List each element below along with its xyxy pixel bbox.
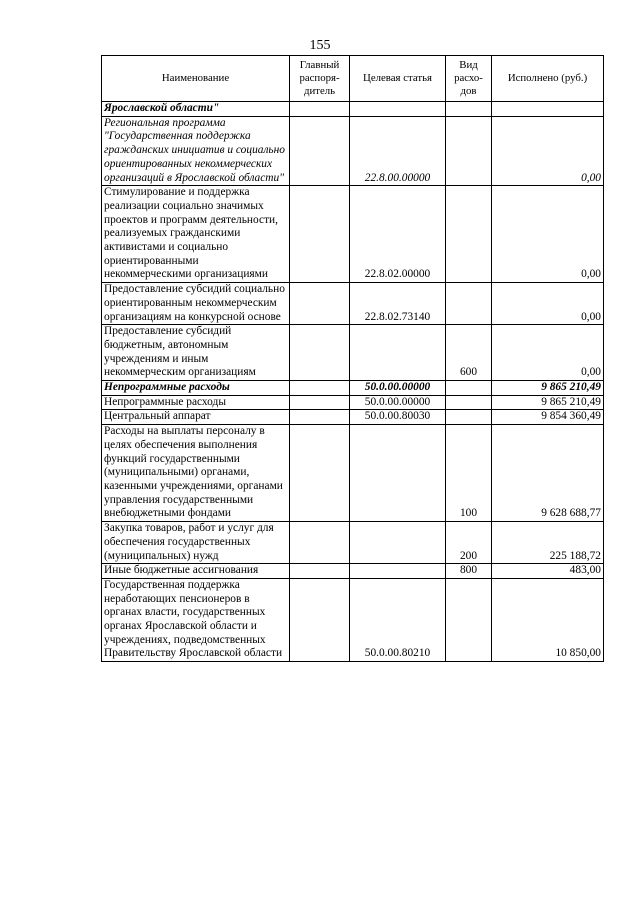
cell-target [350, 564, 446, 579]
cell-target [350, 522, 446, 564]
cell-target: 50.0.00.00000 [350, 395, 446, 410]
cell-target [350, 325, 446, 381]
table-row [102, 578, 604, 661]
cell-amount [492, 102, 604, 117]
cell-type: 800 [446, 564, 492, 579]
header-name: Наименование [102, 56, 290, 102]
cell-amount: 0,00 [492, 116, 604, 186]
cell-type [446, 102, 492, 117]
table-row [102, 381, 604, 396]
cell-name: Предоставление субсидий социально ориентированным некоммерческим организациям на конкурсной основе [102, 283, 290, 325]
cell-name: Региональная программа "Государственная поддержка гражданских инициатив и социально ориентированных некоммерческих организаций в Ярославской области" [102, 116, 290, 186]
cell-target [350, 425, 446, 522]
cell-target: 50.0.00.00000 [350, 381, 446, 396]
header-amount: Исполнено (руб.) [492, 56, 604, 102]
cell-name: Ярославской области" [102, 102, 290, 117]
table-row [102, 325, 604, 381]
cell-amount: 0,00 [492, 283, 604, 325]
cell-amount: 9 854 360,49 [492, 410, 604, 425]
table-row [102, 283, 604, 325]
cell-amount: 9 865 210,49 [492, 395, 604, 410]
cell-admin [290, 522, 350, 564]
table-body [102, 102, 604, 662]
cell-type: 200 [446, 522, 492, 564]
header-target: Целевая статья [350, 56, 446, 102]
cell-target: 50.0.00.80210 [350, 578, 446, 661]
table-row [102, 116, 604, 186]
cell-type [446, 381, 492, 396]
cell-admin [290, 578, 350, 661]
cell-type [446, 283, 492, 325]
cell-name: Непрограммные расходы [102, 381, 290, 396]
table-row [102, 410, 604, 425]
cell-type: 600 [446, 325, 492, 381]
table-row [102, 395, 604, 410]
cell-amount: 225 188,72 [492, 522, 604, 564]
cell-admin [290, 283, 350, 325]
page-number: 155 [309, 38, 331, 53]
cell-admin [290, 381, 350, 396]
cell-amount: 0,00 [492, 325, 604, 381]
cell-name: Предоставление субсидий бюджетным, автономным учреждениям и иным некоммерческим организациям [102, 325, 290, 381]
table-row [102, 186, 604, 283]
cell-target: 50.0.00.80030 [350, 410, 446, 425]
cell-name: Иные бюджетные ассигнования [102, 564, 290, 579]
cell-type: 100 [446, 425, 492, 522]
cell-admin [290, 410, 350, 425]
cell-admin [290, 186, 350, 283]
cell-target: 22.8.02.73140 [350, 283, 446, 325]
cell-type [446, 395, 492, 410]
header-admin: Главный распоря-дитель [290, 56, 350, 102]
table-row [102, 102, 604, 117]
cell-target: 22.8.02.00000 [350, 186, 446, 283]
cell-type [446, 410, 492, 425]
cell-amount: 9 628 688,77 [492, 425, 604, 522]
cell-admin [290, 325, 350, 381]
cell-amount: 9 865 210,49 [492, 381, 604, 396]
cell-name: Непрограммные расходы [102, 395, 290, 410]
cell-type [446, 186, 492, 283]
cell-name: Центральный аппарат [102, 410, 290, 425]
cell-admin [290, 425, 350, 522]
cell-admin [290, 395, 350, 410]
header-type: Вид расхо-дов [446, 56, 492, 102]
cell-name: Стимулирование и поддержка реализации социально значимых проектов и программ деятельности, реализуемых гражданскими активистами и социально ориентированными некоммерческими организациями [102, 186, 290, 283]
cell-target [350, 102, 446, 117]
cell-name: Закупка товаров, работ и услуг для обеспечения государственных (муниципальных) нужд [102, 522, 290, 564]
cell-amount: 483,00 [492, 564, 604, 579]
cell-name: Государственная поддержка неработающих пенсионеров в органах власти, государственных органах Ярославской области и учреждениях, подведомственных Правительству Ярославской области [102, 578, 290, 661]
cell-type [446, 578, 492, 661]
cell-target: 22.8.00.00000 [350, 116, 446, 186]
table-header-row [102, 56, 604, 102]
table-row [102, 564, 604, 579]
table-row [102, 425, 604, 522]
cell-admin [290, 102, 350, 117]
table-row [102, 522, 604, 564]
cell-amount: 0,00 [492, 186, 604, 283]
cell-name: Расходы на выплаты персоналу в целях обеспечения выполнения функций государственными (муниципальными) органами, казенными учреждениями, органами управления государственными внебюджетными фондами [102, 425, 290, 522]
cell-amount: 10 850,00 [492, 578, 604, 661]
cell-type [446, 116, 492, 186]
cell-admin [290, 564, 350, 579]
budget-table [101, 55, 604, 662]
cell-admin [290, 116, 350, 186]
